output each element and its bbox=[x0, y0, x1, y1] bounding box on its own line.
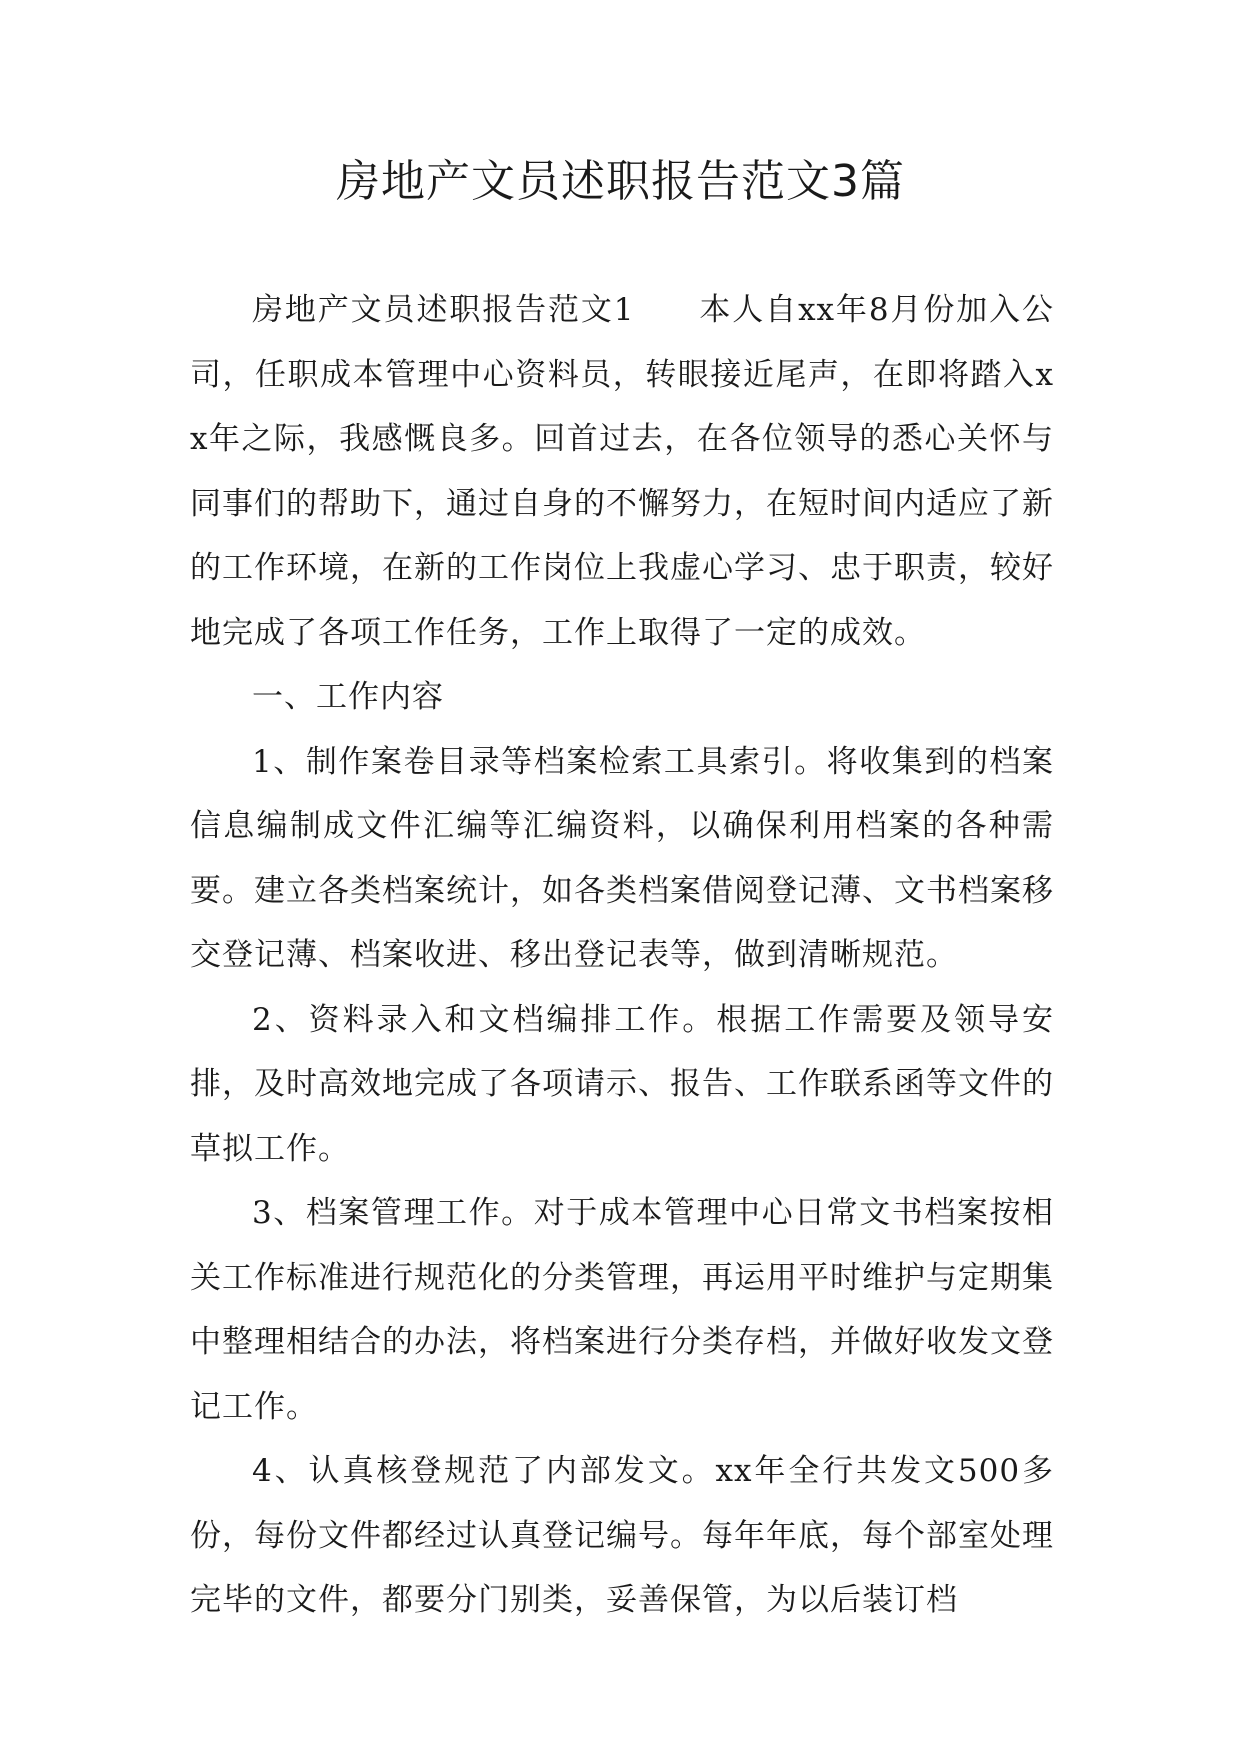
list-item-3: 3、档案管理工作。对于成本管理中心日常文书档案按相关工作标准进行规范化的分类管理，再运用平时维护与定期集中整理相结合的办法，将档案进行分类存档，并做好收发文登记工作。 bbox=[190, 1195, 1054, 1425]
list-item-4: 4、认真核登规范了内部发文。xx年全行共发文500多份，每份文件都经过认真登记编号。每年年底，每个部室处理完毕的文件，都要分门别类，妥善保管，为以后装订档 bbox=[190, 1453, 1054, 1618]
document-title: 房地产文员述职报告范文3篇 bbox=[336, 156, 905, 207]
intro-text: 本人自xx年8月份加入公司，任职成本管理中心资料员，转眼接近尾声，在即将踏入xx年之际，我感慨良多。回首过去，在各位领导的悉心关怀与同事们的帮助下，通过自身的不懈努力，在短时间内适应了新的工作环境，在新的工作岗位上我虚心学习、忠于职责，较好地完成了各项工作任务，工作上取得了一定的成效。 bbox=[190, 292, 1054, 651]
document-body bbox=[190, 278, 1054, 1633]
list-item-1: 1、制作案卷目录等档案检索工具索引。将收集到的档案信息编制成文件汇编等汇编资料，以确保利用档案的各种需要。建立各类档案统计，如各类档案借阅登记薄、文书档案移交登记薄、档案收进、移出登记表等，做到清晰规范。 bbox=[190, 743, 1054, 973]
section-heading: 一、工作内容 bbox=[252, 679, 444, 715]
list-item-2: 2、资料录入和文档编排工作。根据工作需要及领导安排，及时高效地完成了各项请示、报告、工作联系函等文件的草拟工作。 bbox=[190, 1001, 1054, 1167]
intro-paragraph bbox=[190, 278, 1054, 665]
section-label: 房地产文员述职报告范文1 bbox=[252, 292, 635, 328]
